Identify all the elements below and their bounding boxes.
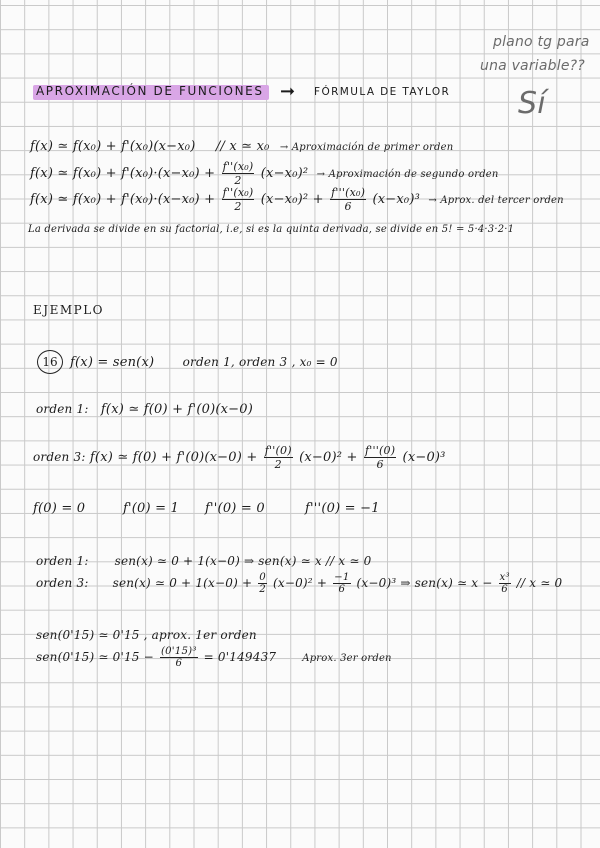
sin-approx-3-note: Aprox. 3er orden bbox=[302, 653, 392, 664]
theory-line-1 bbox=[30, 139, 453, 154]
first-order-condition: // x ≃ x₀ bbox=[215, 139, 270, 154]
order-3-setup bbox=[33, 444, 446, 471]
fraction bbox=[160, 646, 198, 669]
second-order-formula-b: (x−x₀)² bbox=[260, 166, 309, 181]
factorial-note: La derivada se divide en su factorial, i.e, si es la quinta derivada, se divide en 5! = 5·4·3·2·1 bbox=[28, 224, 515, 235]
derivative-f1: f'(0) = 1 bbox=[123, 501, 180, 516]
fraction-numerator: f''(x₀) bbox=[222, 186, 254, 199]
fraction bbox=[222, 160, 255, 187]
exercise-point: , x₀ = 0 bbox=[291, 355, 338, 369]
fraction-denominator: 6 bbox=[338, 584, 346, 595]
third-order-formula-a: f(x) ≃ f(x₀) + f'(x₀)·(x−x₀) + bbox=[30, 192, 216, 207]
fraction bbox=[222, 186, 255, 213]
first-order-note: → Aproximación de primer orden bbox=[279, 142, 454, 153]
order-3-formula-a: f(x) ≃ f(0) + f'(0)(x−0) + bbox=[89, 450, 258, 465]
exercise-function: f(x) = sen(x) bbox=[70, 355, 155, 370]
side-note-answer: Sí bbox=[518, 86, 546, 121]
second-order-note: → Aproximación de segundo orden bbox=[316, 169, 499, 180]
result-order-3-a: sen(x) ≃ 0 + 1(x−0) + bbox=[112, 576, 253, 590]
fraction bbox=[364, 444, 396, 471]
side-note-question-line1: plano tg para bbox=[493, 34, 590, 50]
fraction-numerator: f'''(x₀) bbox=[331, 186, 366, 199]
result-order-3-label: orden 3: bbox=[36, 576, 89, 590]
fraction bbox=[330, 186, 366, 213]
fraction-denominator: 6 bbox=[376, 458, 384, 471]
fraction-numerator: 0 bbox=[259, 572, 266, 583]
order-3-formula-b: (x−0)² + bbox=[299, 450, 358, 465]
result-order-1 bbox=[36, 554, 371, 568]
arrow-right-icon: ➞ bbox=[280, 81, 296, 102]
fraction-denominator: 2 bbox=[234, 174, 242, 187]
page-subtitle: FÓRMULA DE TAYLOR bbox=[314, 86, 451, 98]
result-order-1-label: orden 1: bbox=[36, 554, 89, 568]
first-order-formula: f(x) ≃ f(x₀) + f'(x₀)(x−x₀) bbox=[30, 139, 196, 154]
fraction-numerator: −1 bbox=[334, 572, 350, 583]
exercise-statement bbox=[70, 355, 338, 370]
fraction-numerator: x³ bbox=[499, 572, 510, 583]
order-3-formula-c: (x−0)³ bbox=[402, 450, 446, 465]
fraction bbox=[333, 572, 350, 595]
third-order-formula-c: (x−x₀)³ bbox=[372, 192, 421, 207]
order-1-label: orden 1: bbox=[36, 402, 89, 416]
order-3-label: orden 3: bbox=[33, 450, 86, 464]
fraction-denominator: 6 bbox=[175, 658, 183, 669]
fraction bbox=[258, 572, 267, 595]
page-title: APROXIMACIÓN DE FUNCIONES bbox=[36, 84, 264, 98]
theory-line-2 bbox=[30, 160, 499, 187]
fraction-numerator: f'''(0) bbox=[364, 444, 396, 457]
exercise-number-badge: 16 bbox=[37, 350, 63, 374]
derivative-f0: f(0) = 0 bbox=[33, 501, 86, 516]
fraction-numerator: (0'15)³ bbox=[160, 646, 197, 657]
sin-approx-first-order: sen(0'15) ≃ 0'15 , aprox. 1er orden bbox=[36, 628, 257, 642]
fraction bbox=[499, 572, 511, 595]
fraction-denominator: 2 bbox=[274, 458, 282, 471]
fraction-denominator: 6 bbox=[501, 584, 508, 595]
result-order-3-c: (x−0)³ ⇒ sen(x) ≃ x − bbox=[356, 576, 493, 590]
fraction-numerator: f''(x₀) bbox=[222, 160, 254, 173]
derivative-f2: f''(0) = 0 bbox=[205, 501, 265, 516]
result-order-1-formula: sen(x) ≃ 0 + 1(x−0) ⇒ sen(x) ≃ x // x ≃ 0 bbox=[114, 554, 372, 568]
result-order-3-d: // x ≃ 0 bbox=[516, 576, 563, 590]
sin-approx-3-a: sen(0'15) ≃ 0'15 − bbox=[36, 650, 154, 664]
second-order-formula-a: f(x) ≃ f(x₀) + f'(x₀)·(x−x₀) + bbox=[30, 166, 216, 181]
third-order-note: → Aprox. del tercer orden bbox=[428, 195, 564, 206]
example-heading: EJEMPLO bbox=[33, 303, 104, 317]
fraction-denominator: 6 bbox=[344, 200, 352, 213]
fraction bbox=[264, 444, 293, 471]
fraction-denominator: 2 bbox=[259, 584, 266, 595]
exercise-orders: orden 1, orden 3 bbox=[182, 355, 288, 369]
sin-approx-third-order bbox=[36, 646, 392, 669]
fraction-denominator: 2 bbox=[234, 200, 242, 213]
result-order-3-b: (x−0)² + bbox=[272, 576, 328, 590]
sin-approx-3-b: = 0'149437 bbox=[203, 650, 277, 664]
derivative-f3: f'''(0) = −1 bbox=[305, 501, 380, 516]
order-1-setup bbox=[36, 402, 253, 417]
order-1-formula: f(x) ≃ f(0) + f'(0)(x−0) bbox=[100, 402, 253, 417]
theory-line-3 bbox=[30, 186, 564, 213]
result-order-3 bbox=[36, 572, 562, 595]
third-order-formula-b: (x−x₀)² + bbox=[260, 192, 324, 207]
side-note-question-line2: una variable?? bbox=[480, 58, 585, 74]
fraction-numerator: f''(0) bbox=[264, 444, 292, 457]
